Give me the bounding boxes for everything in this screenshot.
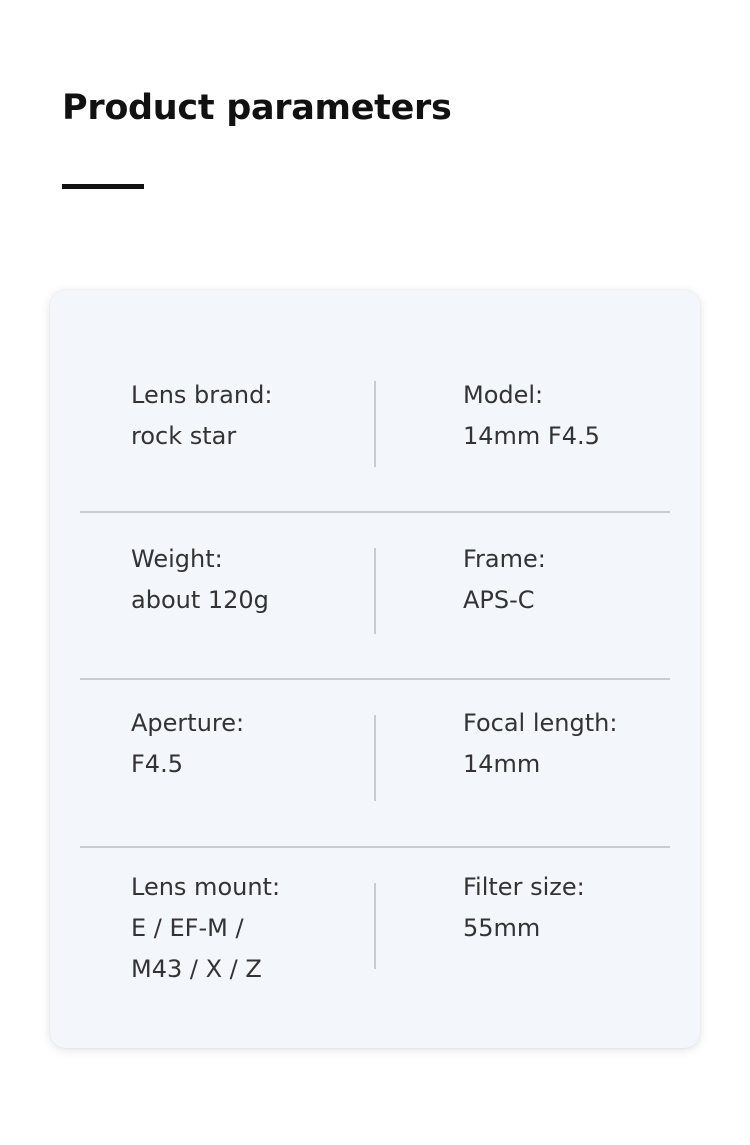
column-divider	[374, 715, 376, 801]
frame-cell	[463, 539, 546, 621]
column-divider	[374, 883, 376, 969]
weight-value: about 120g	[131, 586, 269, 614]
focal-length-cell	[463, 703, 617, 785]
aperture-label: Aperture:	[131, 709, 245, 737]
model-value: 14mm F4.5	[463, 422, 600, 450]
lens-brand-label: Lens brand:	[131, 381, 273, 409]
frame-label: Frame:	[463, 545, 546, 573]
frame-value: APS-C	[463, 586, 535, 614]
aperture-value: F4.5	[131, 750, 183, 778]
weight-label: Weight:	[131, 545, 223, 573]
filter-size-value: 55mm	[463, 914, 541, 942]
filter-size-label: Filter size:	[463, 873, 585, 901]
parameters-card	[50, 290, 700, 1048]
lens-mount-label: Lens mount:	[131, 873, 281, 901]
lens-brand-cell	[131, 375, 272, 457]
lens-mount-value-line-2: M43 / X / Z	[131, 955, 262, 983]
filter-size-cell	[463, 867, 585, 949]
title-underline	[62, 184, 144, 189]
column-divider	[374, 548, 376, 634]
row-divider	[80, 511, 670, 513]
page-title: Product parameters	[62, 88, 452, 128]
column-divider	[374, 381, 376, 467]
lens-brand-value: rock star	[131, 422, 237, 450]
model-label: Model:	[463, 381, 544, 409]
lens-mount-cell	[131, 867, 280, 990]
row-divider	[80, 678, 670, 680]
weight-cell	[131, 539, 269, 621]
aperture-cell	[131, 703, 244, 785]
focal-length-value: 14mm	[463, 750, 541, 778]
focal-length-label: Focal length:	[463, 709, 618, 737]
model-cell	[463, 375, 600, 457]
row-divider	[80, 846, 670, 848]
lens-mount-value-line-1: E / EF-M /	[131, 914, 244, 942]
